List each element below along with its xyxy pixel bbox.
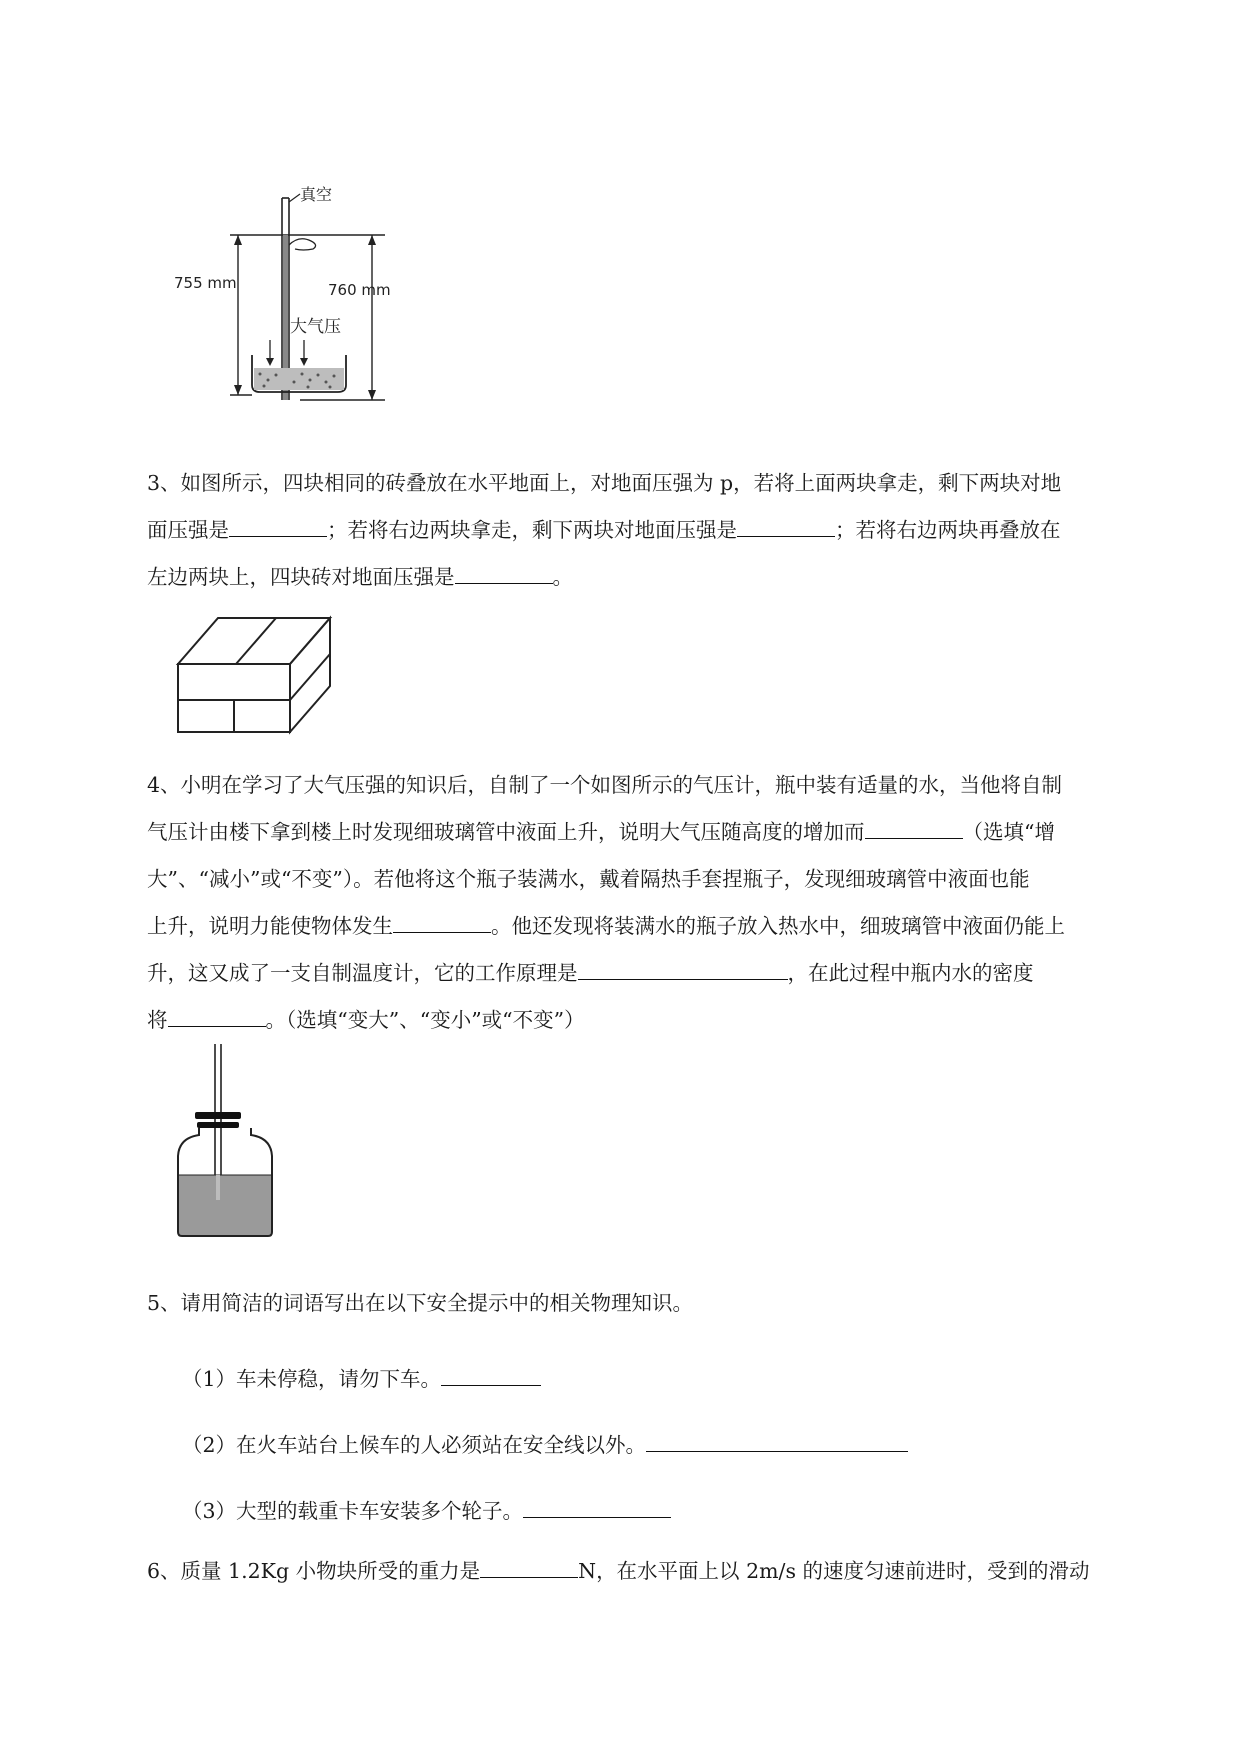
answer-blank[interactable] xyxy=(229,516,327,537)
bottle-barometer-figure xyxy=(175,1040,275,1240)
q5-item-3: （3）大型的载重卡车安装多个轮子。 xyxy=(182,1494,671,1524)
answer-blank[interactable] xyxy=(441,1365,541,1386)
answer-blank[interactable] xyxy=(455,563,553,584)
bricks-figure xyxy=(172,612,342,737)
q6-line-1: 6、质量 1.2Kg 小物块所受的重力是 N，在水平面上以 2m/s 的速度匀速前进时，受到的滑动 xyxy=(147,1559,1090,1583)
q3-line-1: 3、如图所示，四块相同的砖叠放在水平地面上，对地面压强为 p，若将上面两块拿走，剩下两块对地 xyxy=(147,471,1062,495)
label-760mm: 760 mm xyxy=(328,281,391,299)
q4-line-5: 升，这又成了一支自制温度计，它的工作原理是 ，在此过程中瓶内水的密度 xyxy=(147,961,1034,985)
answer-blank[interactable] xyxy=(578,959,788,980)
q5-item-2: （2）在火车站台上候车的人必须站在安全线以外。 xyxy=(182,1428,908,1458)
q4-line-2: 气压计由楼下拿到楼上时发现细玻璃管中液面上升，说明大气压随高度的增加而 （选填“增 xyxy=(147,820,1055,844)
q3-line-2: 面压强是 ；若将右边两块拿走，剩下两块对地面压强是 ；若将右边两块再叠放在 xyxy=(147,518,1061,542)
q5-item-1: （1）车未停稳，请勿下车。 xyxy=(182,1362,541,1392)
q4-line-1: 4、小明在学习了大气压强的知识后，自制了一个如图所示的气压计，瓶中装有适量的水，当他将自制 xyxy=(147,773,1063,797)
label-755mm: 755 mm xyxy=(174,274,237,292)
answer-blank[interactable] xyxy=(393,912,491,933)
atm-pressure-label: 大气压 xyxy=(290,317,341,337)
q4-line-6: 将 。（选填“变大”、“变小”或“不变”） xyxy=(147,1008,585,1032)
question-4 xyxy=(147,762,1152,1044)
q4-line-3: 大”、“减小”或“不变”）。若他将这个瓶子装满水，戴着隔热手套捏瓶子，发现细玻璃管中液面也能 xyxy=(147,867,1030,891)
answer-blank[interactable] xyxy=(646,1431,908,1452)
answer-blank[interactable] xyxy=(523,1497,671,1518)
q4-line-4: 上升，说明力能使物体发生 。他还发现将装满水的瓶子放入热水中，细玻璃管中液面仍能上 xyxy=(147,914,1065,938)
vacuum-label: 真空 xyxy=(300,185,333,204)
answer-blank[interactable] xyxy=(737,516,835,537)
question-3 xyxy=(147,460,1152,601)
q3-line-3: 左边两块上，四块砖对地面压强是 。 xyxy=(147,565,573,589)
question-6 xyxy=(147,1548,1152,1595)
barometer-figure xyxy=(174,185,430,440)
answer-blank[interactable] xyxy=(865,818,963,839)
question-5-stem: 5、请用简洁的词语写出在以下安全提示中的相关物理知识。 xyxy=(147,1291,694,1315)
answer-blank[interactable] xyxy=(168,1006,266,1027)
answer-blank[interactable] xyxy=(480,1557,578,1578)
